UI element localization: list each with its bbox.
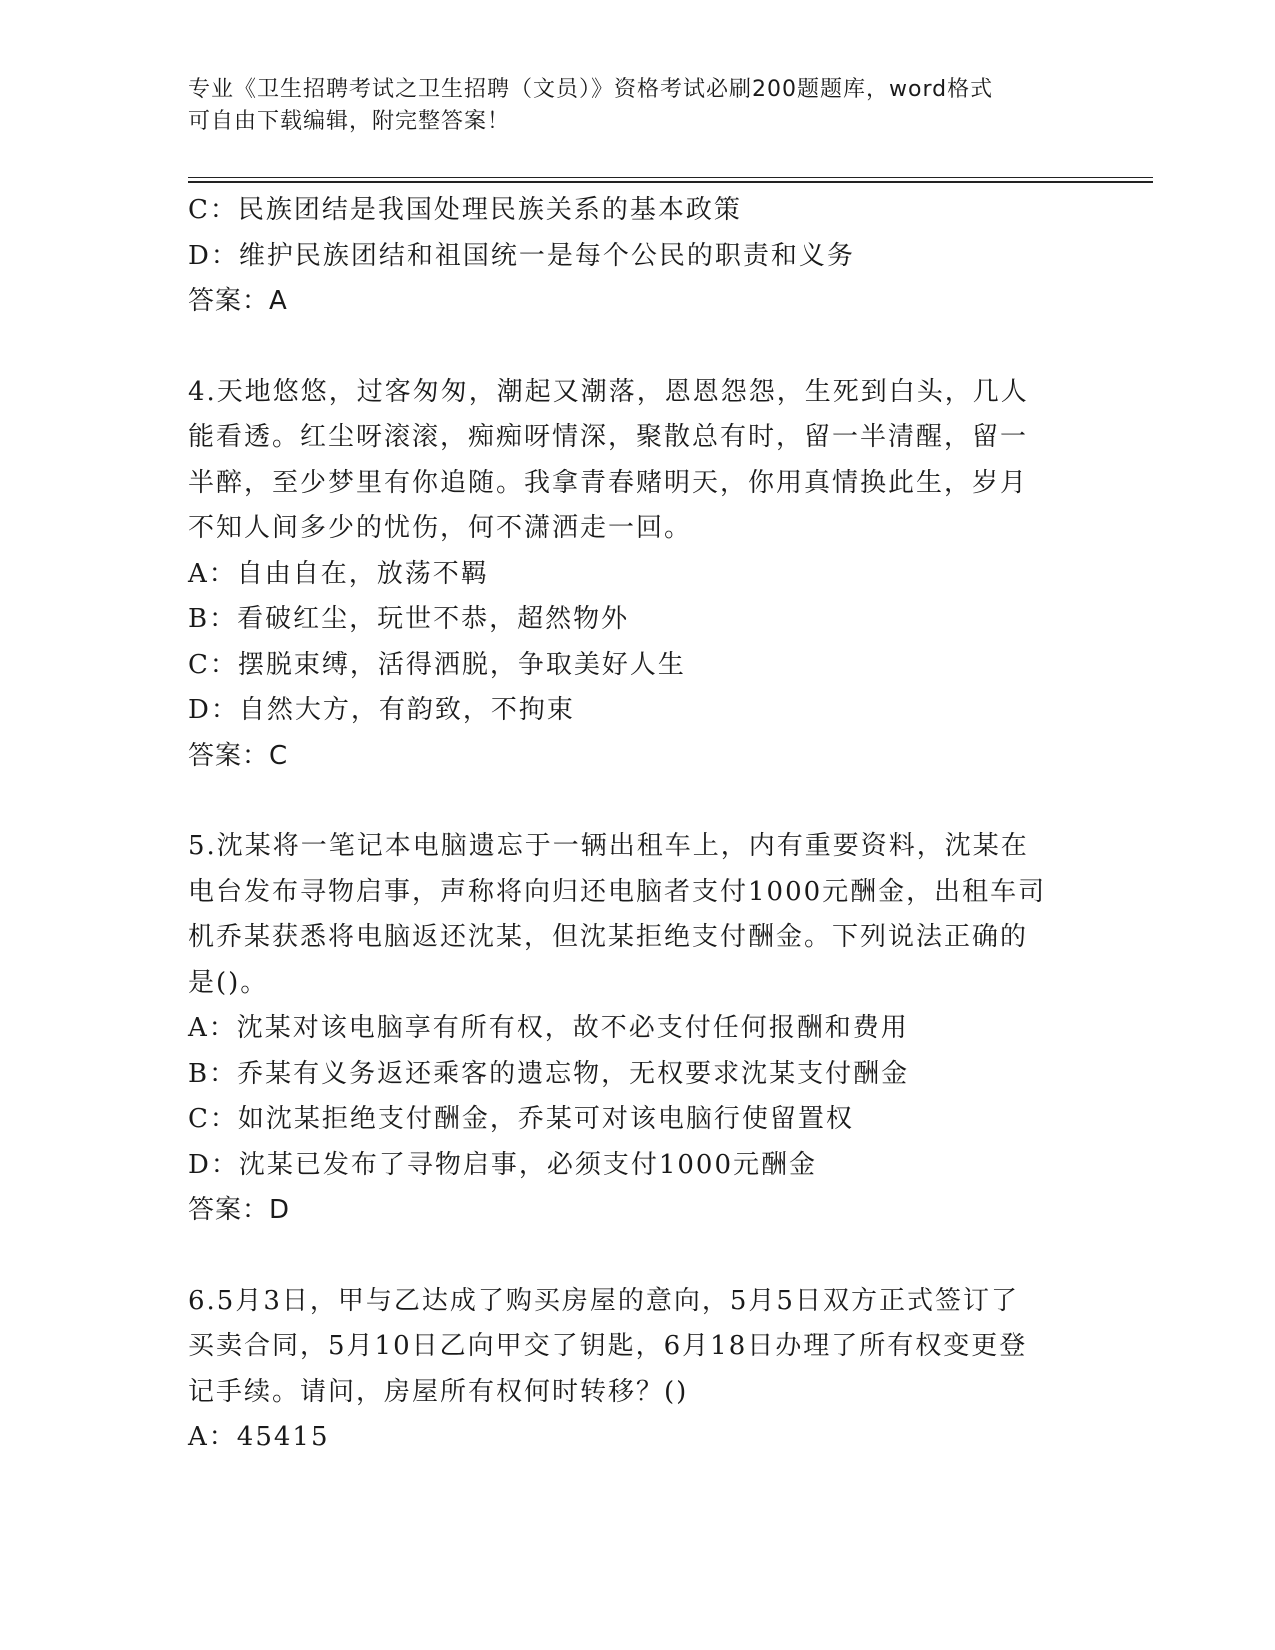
q6-stem-line: 买卖合同，5月10日乙向甲交了钥匙，6月18日办理了所有权变更登	[188, 1331, 1028, 1361]
q6-option-a: A：45415	[188, 1422, 330, 1452]
q5-stem-line: 5.沈某将一笔记本电脑遗忘于一辆出租车上，内有重要资料，沈某在	[188, 831, 1029, 861]
q5-stem-line: 电台发布寻物启事，声称将向归还电脑者支付1000元酬金，出租车司	[188, 876, 1047, 907]
q3-answer: 答案：A	[188, 286, 288, 316]
q3-option-c: C：民族团结是我国处理民族关系的基本政策	[188, 195, 742, 225]
q5-option-a: A：沈某对该电脑享有所有权，故不必支付任何报酬和费用	[188, 1013, 909, 1043]
q6-stem-line: 6.5月3日，甲与乙达成了购买房屋的意向，5月5日双方正式签订了	[188, 1285, 1019, 1316]
header-divider-thin	[188, 177, 1153, 178]
question-6	[188, 1279, 1088, 1461]
header-line-2: 可自由下载编辑，附完整答案！	[188, 109, 511, 134]
q5-option-d: D：沈某已发布了寻物启事，必须支付1000元酬金	[188, 1149, 818, 1180]
q4-stem-line: 不知人间多少的忧伤，何不潇洒走一回。	[188, 513, 693, 543]
spacer	[188, 779, 1088, 824]
q3-option-d: D：维护民族团结和祖国统一是每个公民的职责和义务	[188, 240, 855, 271]
q4-answer: 答案：C	[188, 740, 289, 771]
q5-stem-line: 机乔某获悉将电脑返还沈某，但沈某拒绝支付酬金。下列说法正确的	[188, 922, 1029, 952]
question-4	[188, 370, 1088, 780]
header-divider-thick	[188, 181, 1153, 183]
q4-option-b: B：看破红尘，玩世不恭，超然物外	[188, 604, 630, 634]
q4-stem-line: 4.天地悠悠，过客匆匆，潮起又潮落，恩恩怨怨，生死到白头，几人	[188, 376, 1029, 407]
document-header	[188, 74, 1088, 138]
document-body	[188, 188, 1088, 1461]
spacer	[188, 1234, 1088, 1279]
spacer	[188, 325, 1088, 370]
q5-option-c: C：如沈某拒绝支付酬金，乔某可对该电脑行使留置权	[188, 1104, 854, 1134]
q5-option-b: B：乔某有义务返还乘客的遗忘物，无权要求沈某支付酬金	[188, 1058, 910, 1089]
q4-option-d: D：自然大方，有韵致，不拘束	[188, 695, 575, 725]
question-3-tail	[188, 188, 1088, 325]
header-line-1: 专业《卫生招聘考试之卫生招聘（文员）》资格考试必刷200题题库，word格式	[188, 77, 994, 102]
question-5	[188, 824, 1088, 1234]
q4-stem-line: 能看透。红尘呀滚滚，痴痴呀情深，聚散总有时，留一半清醒，留一	[188, 422, 1029, 452]
q4-stem-line: 半醉，至少梦里有你追随。我拿青春赌明天，你用真情换此生，岁月	[188, 467, 1029, 498]
q6-stem-line: 记手续。请问，房屋所有权何时转移？()	[188, 1376, 689, 1407]
q4-option-a: A：自由自在，放荡不羁	[188, 558, 489, 589]
q5-stem-line: 是()。	[188, 967, 269, 998]
q5-answer: 答案：D	[188, 1195, 291, 1225]
q4-option-c: C：摆脱束缚，活得洒脱，争取美好人生	[188, 649, 686, 680]
